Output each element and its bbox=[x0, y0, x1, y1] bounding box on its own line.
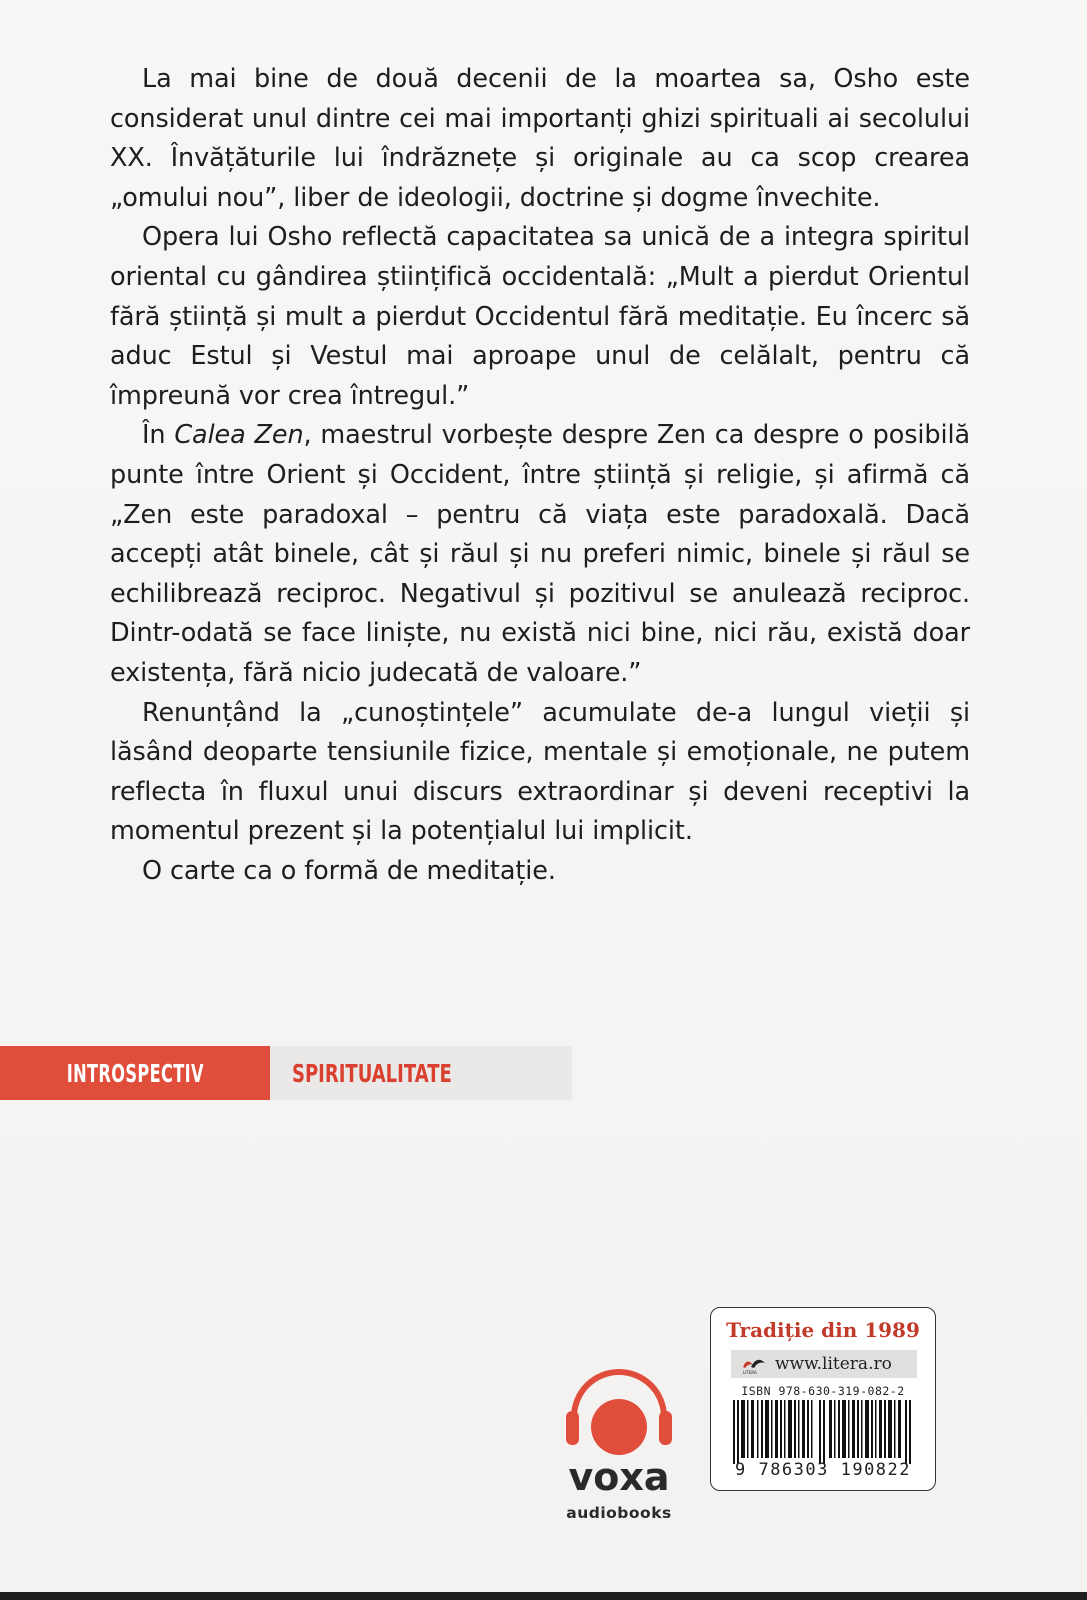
website-row bbox=[731, 1350, 917, 1378]
tradition-text: Tradiție din 1989 bbox=[726, 1318, 920, 1342]
blurb-text bbox=[110, 60, 970, 891]
voxa-logo bbox=[556, 1365, 682, 1525]
voxa-sub: audiobooks bbox=[566, 1504, 672, 1522]
barcode-number: 9 786303 190822 bbox=[734, 1460, 912, 1480]
blurb-paragraph-1: La mai bine de două decenii de la moartea sa, Osho este considerat unul dintre cei mai importanți ghizi spirituali ai secolului XX. Învățăturile lui îndrăznețe și originale au ca scop crearea „omului nou”, liber de ideologii, doctrine și dogme învechite. bbox=[110, 64, 970, 213]
bottom-edge bbox=[0, 1592, 1087, 1600]
blurb-paragraph-3-rest: , maestrul vorbește despre Zen ca despre o posibilă punte între Orient și Occident, între știință și religie, și afirmă că „Zen este paradoxal – pentru că viața este paradoxală. Dacă accepți atât binele, cât și răul și nu preferi nimic, binele și răul se echilibrează reciproc. Negativul și pozitivul se anulează reciproc. Dintr-odată se face liniște, nu există nici bine, nici rău, există doar existența, fără nicio judecată de valoare.” bbox=[110, 420, 970, 688]
blurb-paragraph-2: Opera lui Osho reflectă capacitatea sa unică de a integra spiritul oriental cu gândirea științifică occidentală: „Mult a pierdut Orientul fără știință și mult a pierdut Occidentul fără meditație. Eu încerc să aduc Estul și Vestul mai aproape unul de celălalt, pentru că împreună vor crea întregul.” bbox=[110, 222, 970, 411]
isbn-box bbox=[710, 1307, 936, 1491]
category-label: SPIRITUALITATE bbox=[270, 1046, 572, 1100]
website-url: www.litera.ro bbox=[775, 1354, 892, 1374]
collection-label: INTROSPECTIV bbox=[0, 1046, 270, 1100]
litera-logo-text: LITERA bbox=[743, 1370, 757, 1375]
voxa-name: voxa bbox=[568, 1455, 670, 1499]
blurb-paragraph-4: Renunțând la „cunoștințele” acumulate de-a lungul vieții și lăsând deoparte tensiunile fizice, mentale și emoționale, ne putem reflecta în fluxul unui discurs extraordinar și deveni receptivi la momentul prezent și la potențialul lui implicit. bbox=[110, 697, 970, 847]
genre-bar bbox=[0, 1046, 572, 1100]
barcode bbox=[723, 1400, 923, 1464]
book-title: Calea Zen bbox=[174, 420, 304, 451]
blurb-paragraph-3-start: În bbox=[142, 420, 175, 451]
blurb-paragraph-3 bbox=[110, 416, 970, 693]
litera-logo-icon bbox=[739, 1353, 769, 1375]
blurb-paragraph-5: O carte ca o formă de meditație. bbox=[142, 855, 556, 886]
isbn-text: ISBN 978-630-319-082-2 bbox=[741, 1384, 905, 1398]
headphones-icon bbox=[556, 1365, 682, 1457]
